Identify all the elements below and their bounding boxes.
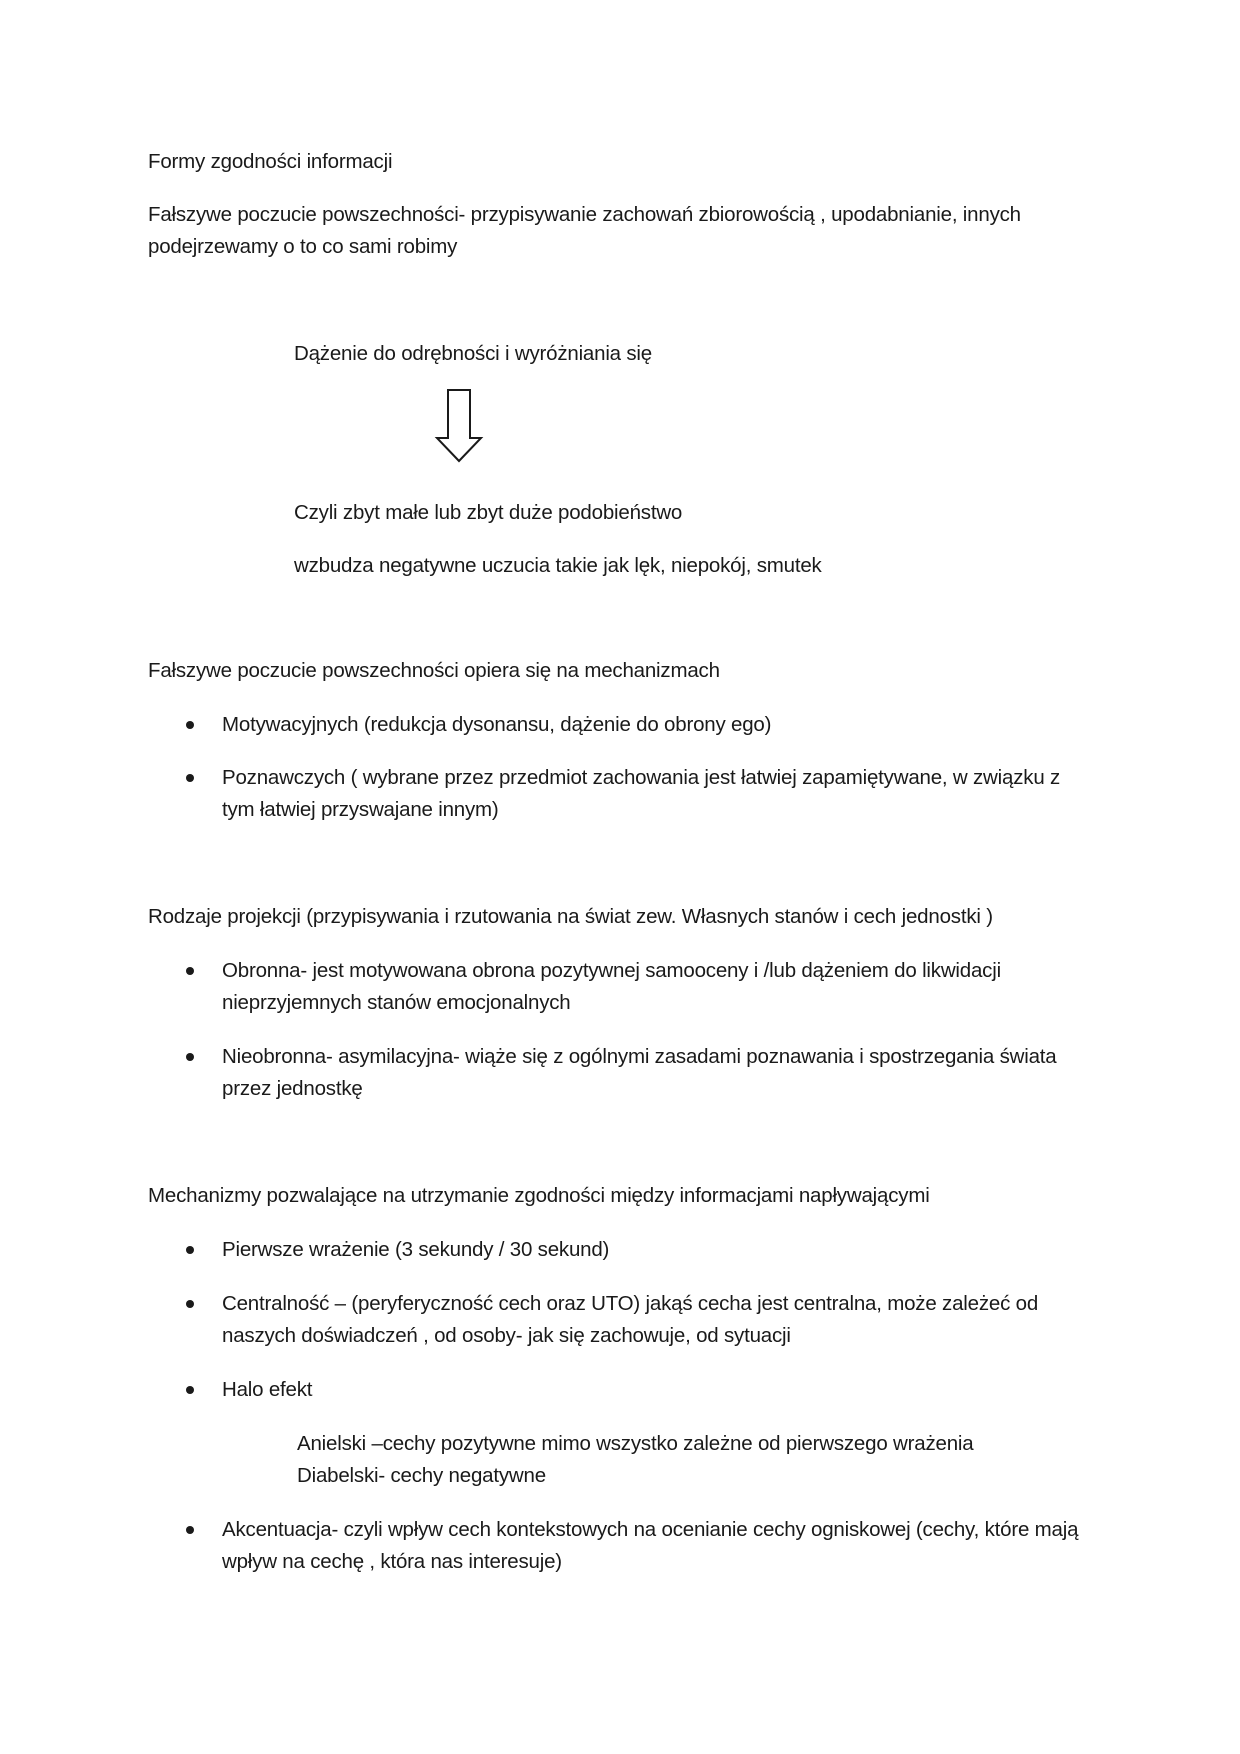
halo-sub-devilish: Diabelski- cechy negatywne — [297, 1464, 546, 1487]
list-item-text: Nieobronna- asymilacyjna- wiąże się z ogólnymi zasadami poznawania i spostrzegania świata przez jednostkę — [222, 1045, 1057, 1100]
bullet-icon — [186, 721, 194, 729]
list-item-text: Pierwsze wrażenie (3 sekundy / 30 sekund) — [222, 1238, 610, 1261]
document-title: Formy zgodności informacji — [148, 150, 393, 173]
list-item-text: Obronna- jest motywowana obrona pozytywnej samooceny i /lub dążeniem do likwidacji nieprzyjemnych stanów emocjonalnych — [222, 959, 1001, 1014]
list-item-text: Halo efekt — [222, 1378, 313, 1401]
list-item-text: Poznawczych ( wybrane przez przedmiot zachowania jest łatwiej zapamiętywane, w związku z tym łatwiej przyswajane innym) — [222, 766, 1061, 821]
list-item — [186, 762, 1096, 826]
bullet-icon — [186, 967, 194, 975]
list-item — [186, 955, 1096, 1019]
list-item — [186, 709, 1096, 741]
bullet-icon — [186, 774, 194, 782]
bullet-icon — [186, 1300, 194, 1308]
section-heading-consistency: Mechanizmy pozwalające na utrzymanie zgodności między informacjami napływającymi — [148, 1184, 930, 1207]
center-line-distinctiveness: Dążenie do odrębności i wyróżniania się — [294, 342, 652, 365]
list-item-text: Centralność – (peryferyczność cech oraz UTO) jakąś cecha jest centralna, może zależeć od naszych doświadczeń , od osoby- jak się zachowuje, od sytuacji — [222, 1292, 1039, 1347]
bullet-icon — [186, 1386, 194, 1394]
list-item — [186, 1234, 1096, 1266]
section-heading-projection: Rodzaje projekcji (przypisywania i rzutowania na świat zew. Własnych stanów i cech jednostki ) — [148, 905, 993, 928]
bullet-icon — [186, 1053, 194, 1061]
bullet-icon — [186, 1526, 194, 1534]
down-arrow-icon — [434, 388, 484, 464]
center-line-similarity: Czyli zbyt małe lub zbyt duże podobieństwo — [294, 501, 683, 524]
list-item-text: Motywacyjnych (redukcja dysonansu, dążenie do obrony ego) — [222, 713, 772, 736]
halo-sub-angelic: Anielski –cechy pozytywne mimo wszystko zależne od pierwszego wrażenia — [297, 1432, 974, 1455]
center-line-emotions: wzbudza negatywne uczucia takie jak lęk, niepokój, smutek — [294, 554, 822, 577]
list-item — [186, 1374, 1096, 1406]
list-item — [186, 1514, 1096, 1578]
paragraph-false-consensus: Fałszywe poczucie powszechności- przypisywanie zachowań zbiorowością , upodabnianie, innych podejrzewamy o to co sami robimy — [148, 203, 1021, 258]
list-item-text: Akcentuacja- czyli wpływ cech kontekstowych na ocenianie cechy ogniskowej (cechy, które mają wpływ na cechę , która nas interesuje) — [222, 1518, 1079, 1573]
list-item — [186, 1041, 1096, 1105]
bullet-icon — [186, 1246, 194, 1254]
list-item — [186, 1288, 1096, 1352]
section-heading-mechanisms: Fałszywe poczucie powszechności opiera się na mechanizmach — [148, 659, 720, 682]
